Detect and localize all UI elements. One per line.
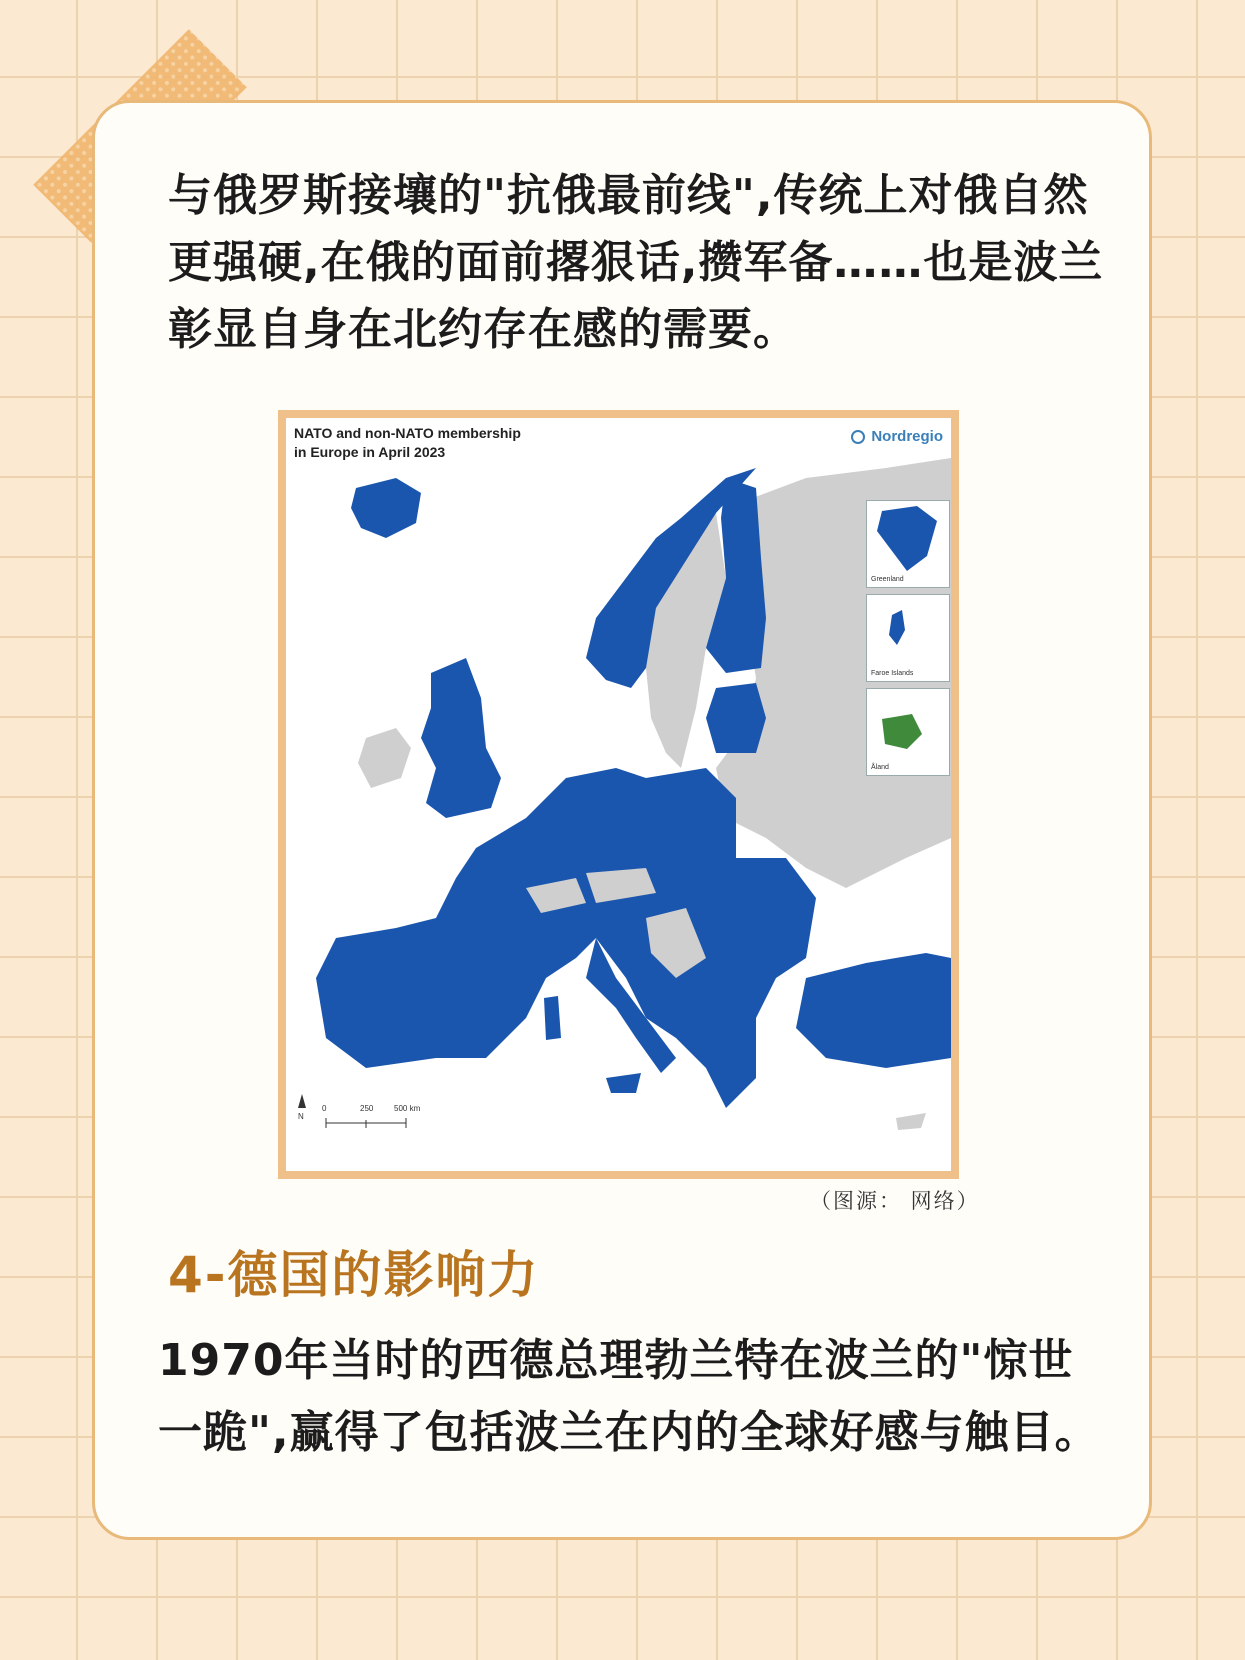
aland-shape bbox=[882, 714, 922, 749]
map-title-line2: in Europe in April 2023 bbox=[294, 444, 446, 460]
inset-faroe-label: Faroe Islands bbox=[871, 670, 914, 677]
greenland-shape bbox=[877, 506, 937, 571]
aland-graphic bbox=[867, 689, 950, 776]
sardinia-island bbox=[544, 996, 561, 1040]
faroe-shape bbox=[889, 610, 905, 645]
greenland-graphic bbox=[867, 501, 950, 588]
image-source-caption: （图源： 网络） bbox=[810, 1189, 980, 1213]
inset-greenland bbox=[866, 500, 950, 588]
map-title-line1: NATO and non-NATO membership bbox=[294, 425, 521, 441]
inset-aland bbox=[866, 688, 950, 776]
north-label: N bbox=[298, 1112, 304, 1121]
map-brand bbox=[851, 428, 943, 445]
map-graphic bbox=[286, 418, 951, 1171]
inset-greenland-label: Greenland bbox=[871, 576, 904, 583]
map-brand-label: Nordregio bbox=[871, 428, 943, 445]
baltic-region bbox=[706, 683, 766, 753]
europe-nato-map bbox=[278, 410, 959, 1179]
scale-label-zero: 0 bbox=[322, 1104, 327, 1113]
scale-label-mid: 250 bbox=[360, 1104, 374, 1113]
faroe-graphic bbox=[867, 595, 950, 682]
inset-aland-label: Åland bbox=[871, 764, 889, 771]
intro-paragraph: 与俄罗斯接壤的"抗俄最前线",传统上对俄自然更强硬,在俄的面前撂狠话,攒军备……也是波兰彰显自身在北约存在感的需要。 bbox=[168, 170, 1104, 355]
nordregio-logo-icon bbox=[851, 430, 865, 444]
inset-faroe-islands bbox=[866, 594, 950, 682]
scale-label-end: 500 km bbox=[394, 1104, 421, 1113]
section-title: 4-德国的影响力 bbox=[168, 1246, 540, 1304]
body-paragraph: 1970年当时的西德总理勃兰特在波兰的"惊世一跪",赢得了包括波兰在内的全球好感与触目。 bbox=[158, 1335, 1100, 1458]
map-title bbox=[294, 424, 594, 462]
